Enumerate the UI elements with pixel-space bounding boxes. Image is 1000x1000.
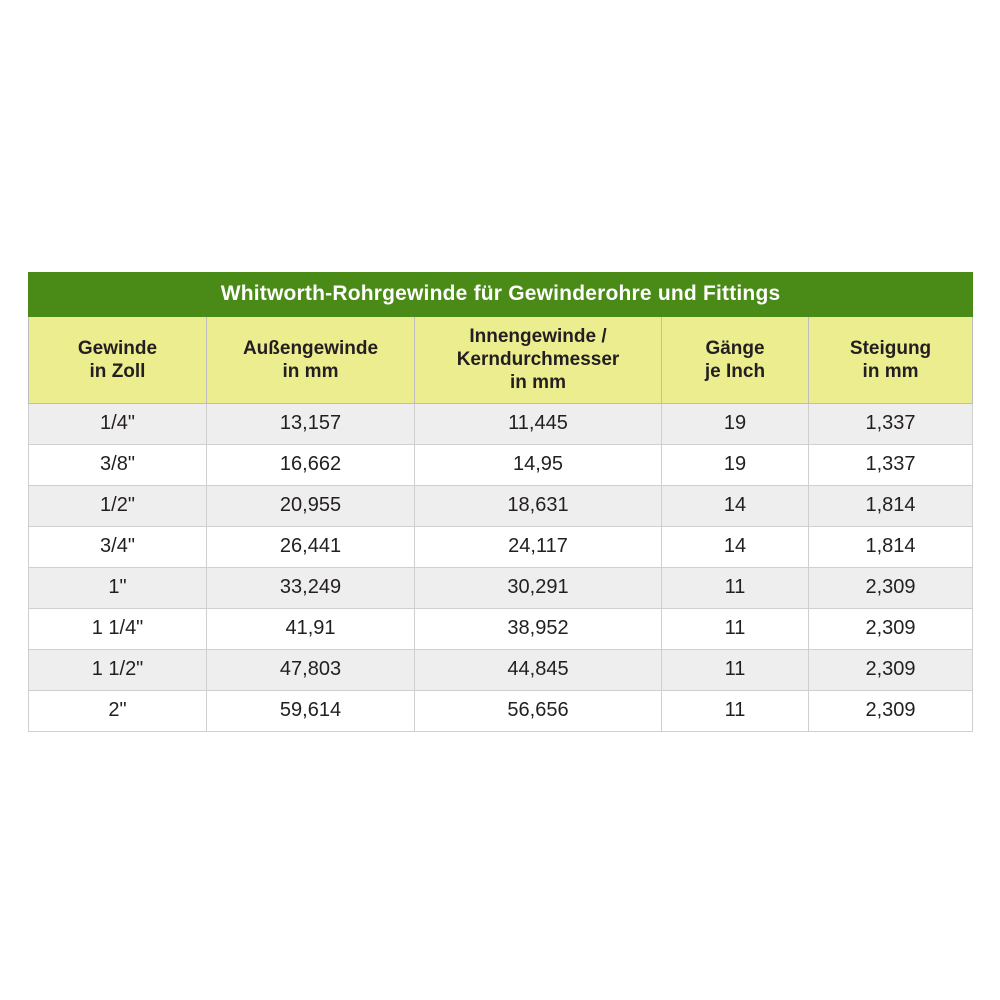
cell-inner: 30,291	[415, 567, 662, 608]
table-row	[29, 444, 973, 485]
header-line-1: Gewinde	[77, 337, 158, 359]
header-line-1: Innengewinde /	[469, 326, 607, 347]
cell-outer: 26,441	[207, 526, 415, 567]
header-line-1: Außengewinde	[242, 337, 379, 359]
table-row	[29, 567, 973, 608]
cell-pitch: 2,309	[809, 690, 973, 731]
cell-pitch: 1,337	[809, 403, 973, 444]
cell-outer: 41,91	[207, 608, 415, 649]
cell-thread: 1"	[29, 567, 207, 608]
table-row	[29, 526, 973, 567]
cell-thread: 3/4"	[29, 526, 207, 567]
header-line-3: in mm	[510, 372, 566, 394]
column-header-thread-inch	[29, 317, 207, 404]
cell-pitch: 2,309	[809, 649, 973, 690]
cell-outer: 20,955	[207, 485, 415, 526]
cell-thread: 1 1/4"	[29, 608, 207, 649]
table-row	[29, 690, 973, 731]
table-row	[29, 608, 973, 649]
cell-inner: 24,117	[415, 526, 662, 567]
header-line-2: Kerndurchmesser	[456, 349, 620, 371]
column-header-outer-thread-mm	[207, 317, 415, 404]
cell-inner: 44,845	[415, 649, 662, 690]
cell-inner: 11,445	[415, 403, 662, 444]
cell-thread: 3/8"	[29, 444, 207, 485]
spec-table-container	[28, 272, 972, 732]
table-row	[29, 649, 973, 690]
cell-tpi: 19	[662, 403, 809, 444]
cell-outer: 47,803	[207, 649, 415, 690]
cell-pitch: 1,814	[809, 526, 973, 567]
header-line-2: in Zoll	[89, 360, 146, 382]
table-title: Whitworth-Rohrgewinde für Gewinderohre und Fittings	[29, 273, 973, 317]
header-line-2: je Inch	[704, 360, 766, 382]
cell-inner: 18,631	[415, 485, 662, 526]
column-header-threads-per-inch	[662, 317, 809, 404]
cell-tpi: 11	[662, 649, 809, 690]
cell-tpi: 11	[662, 608, 809, 649]
cell-inner: 56,656	[415, 690, 662, 731]
cell-tpi: 14	[662, 485, 809, 526]
cell-outer: 13,157	[207, 403, 415, 444]
header-line-1: Gänge	[705, 337, 765, 359]
cell-pitch: 1,814	[809, 485, 973, 526]
cell-outer: 16,662	[207, 444, 415, 485]
column-header-inner-thread-core-diameter-mm	[415, 317, 662, 404]
cell-thread: 1 1/2"	[29, 649, 207, 690]
cell-pitch: 2,309	[809, 567, 973, 608]
header-line-2: in mm	[282, 360, 339, 382]
cell-pitch: 2,309	[809, 608, 973, 649]
cell-tpi: 14	[662, 526, 809, 567]
cell-thread: 2"	[29, 690, 207, 731]
cell-inner: 38,952	[415, 608, 662, 649]
cell-outer: 33,249	[207, 567, 415, 608]
cell-thread: 1/4"	[29, 403, 207, 444]
whitworth-thread-table	[28, 272, 973, 732]
column-header-pitch-mm	[809, 317, 973, 404]
cell-tpi: 19	[662, 444, 809, 485]
cell-tpi: 11	[662, 567, 809, 608]
table-title-row	[29, 273, 973, 317]
header-line-2: in mm	[862, 360, 919, 382]
cell-pitch: 1,337	[809, 444, 973, 485]
table-row	[29, 403, 973, 444]
table-header-row	[29, 317, 973, 404]
header-line-1: Steigung	[849, 337, 932, 359]
cell-inner: 14,95	[415, 444, 662, 485]
cell-thread: 1/2"	[29, 485, 207, 526]
cell-tpi: 11	[662, 690, 809, 731]
cell-outer: 59,614	[207, 690, 415, 731]
table-row	[29, 485, 973, 526]
